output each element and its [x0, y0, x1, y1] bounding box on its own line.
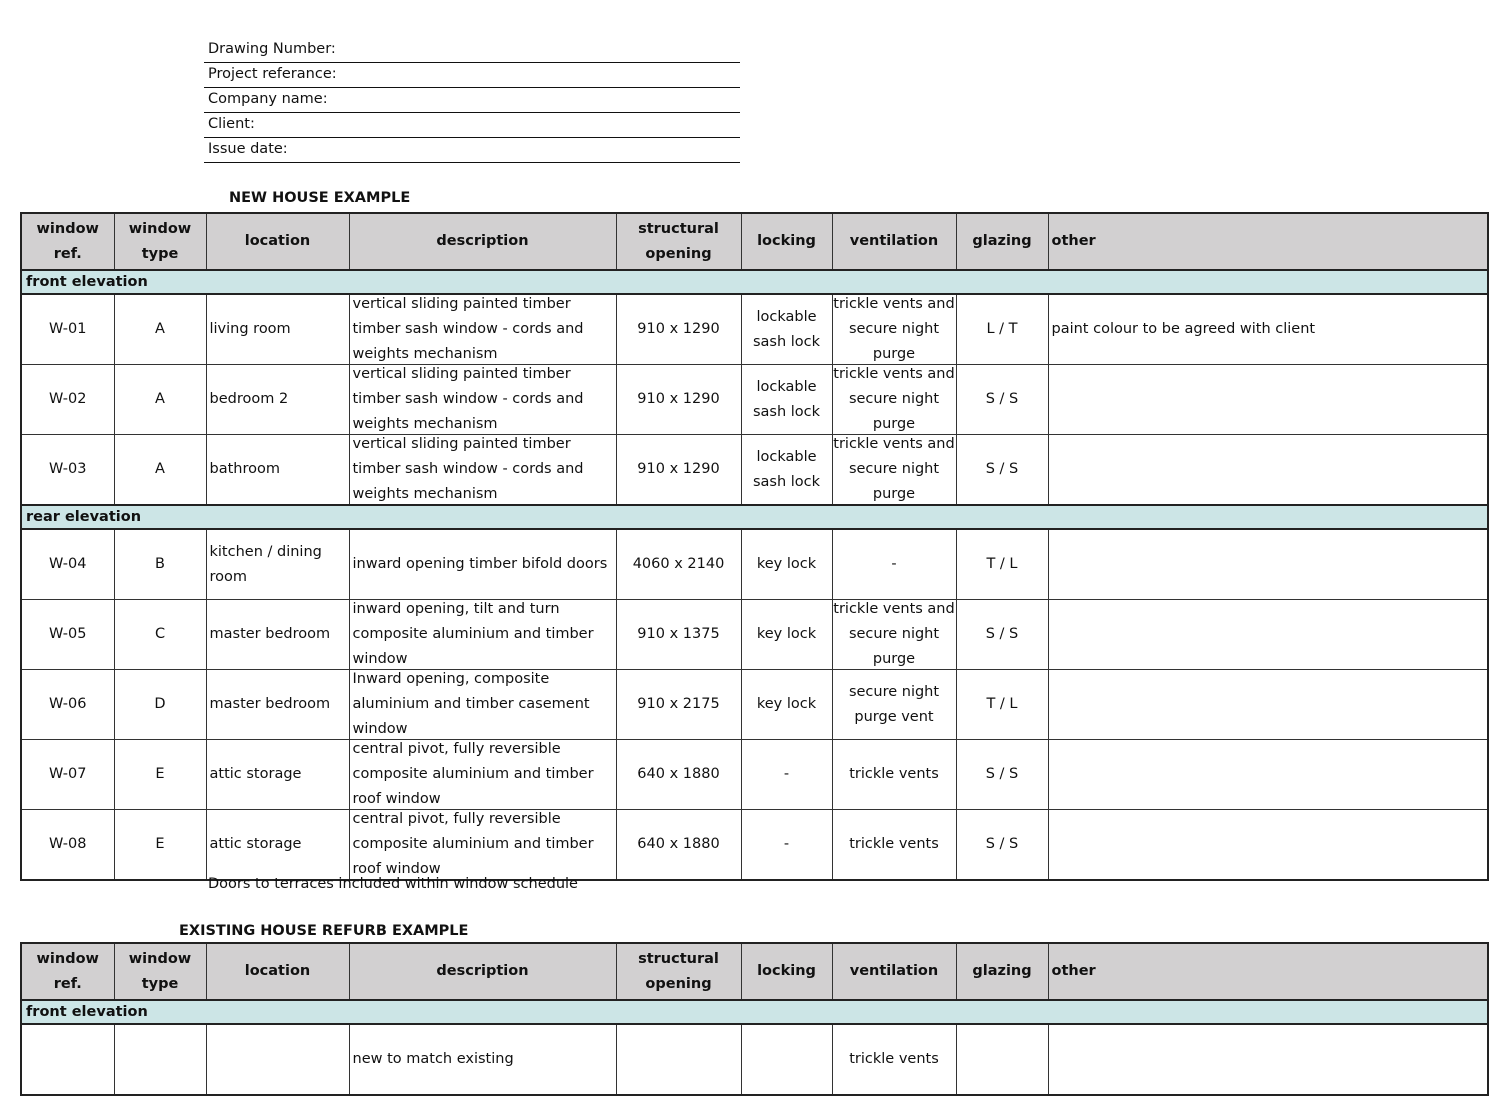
- cell-other[interactable]: [1048, 529, 1488, 600]
- header-text: other: [1051, 963, 1096, 979]
- description-text: vertical sliding painted timber timber sash window - cords and weights mechanism: [352, 366, 584, 432]
- cell-location[interactable]: [206, 810, 349, 881]
- header-text: glazing: [972, 233, 1032, 249]
- description-text: new to match existing: [352, 1051, 514, 1067]
- other-text: [1049, 810, 1488, 879]
- ventilation-text: trickle vents: [849, 766, 939, 782]
- ref-text: [22, 1025, 114, 1094]
- column-header-location: [206, 943, 349, 1000]
- other-text: [1049, 740, 1488, 809]
- description-text: inward opening timber bifold doors: [352, 556, 608, 572]
- section-label: front elevation: [21, 270, 1488, 294]
- cell-description[interactable]: [349, 670, 616, 740]
- cell-type[interactable]: [114, 670, 206, 740]
- ventilation-text: trickle vents and secure night purge: [833, 366, 955, 432]
- header-row: [21, 213, 1488, 270]
- cell-locking[interactable]: [741, 670, 832, 740]
- type-text: A: [155, 391, 165, 407]
- cell-glazing[interactable]: [956, 810, 1048, 881]
- cell-type[interactable]: [114, 810, 206, 881]
- description-text: vertical sliding painted timber timber sash window - cords and weights mechanism: [352, 436, 584, 502]
- locking-text: [742, 1025, 832, 1094]
- ventilation-text: trickle vents and secure night purge: [833, 296, 955, 362]
- table-row: [21, 740, 1488, 810]
- locking-text: -: [783, 766, 790, 782]
- cell-glazing[interactable]: [956, 294, 1048, 365]
- table-row: [21, 670, 1488, 740]
- column-header-location: [206, 213, 349, 270]
- cell-type[interactable]: [114, 600, 206, 670]
- description-text: vertical sliding painted timber timber sash window - cords and weights mechanism: [352, 296, 584, 362]
- type-text: C: [154, 626, 166, 642]
- section-label: rear elevation: [21, 505, 1488, 529]
- header-text: type: [141, 245, 179, 262]
- cell-description[interactable]: [349, 435, 616, 506]
- cell-glazing[interactable]: [956, 529, 1048, 600]
- cell-locking[interactable]: [741, 810, 832, 881]
- cell-ref[interactable]: [21, 1024, 114, 1095]
- glazing-text: L / T: [986, 321, 1018, 337]
- opening-text: 910 x 2175: [637, 696, 720, 712]
- company-name-field[interactable]: Company name:: [204, 88, 740, 113]
- ventilation-text: trickle vents and secure night purge: [833, 436, 955, 502]
- cell-type[interactable]: [114, 740, 206, 810]
- cell-type[interactable]: [114, 365, 206, 435]
- cell-location[interactable]: [206, 294, 349, 365]
- cell-locking[interactable]: [741, 529, 832, 600]
- cell-opening[interactable]: [616, 294, 741, 365]
- locking-text: lockable sash lock: [752, 308, 821, 350]
- locking-text: lockable sash lock: [752, 378, 821, 420]
- type-text: E: [155, 766, 165, 782]
- opening-text: [617, 1025, 741, 1094]
- header-text: type: [141, 975, 179, 992]
- table1-title: NEW HOUSE EXAMPLE: [229, 190, 411, 206]
- ref-text: W-07: [49, 766, 87, 782]
- cell-opening[interactable]: [616, 740, 741, 810]
- description-text: central pivot, fully reversible composite aluminium and timber roof window: [352, 741, 594, 807]
- ref-text: W-03: [49, 461, 87, 477]
- header-text: ventilation: [849, 963, 939, 979]
- type-text: [115, 1025, 206, 1094]
- cell-other[interactable]: [1048, 435, 1488, 506]
- ventilation-text: -: [891, 556, 897, 572]
- header-text: ventilation: [849, 233, 939, 249]
- cell-locking[interactable]: [741, 365, 832, 435]
- header-text: location: [244, 233, 311, 249]
- opening-text: 910 x 1290: [637, 391, 720, 407]
- opening-text: 4060 x 2140: [632, 556, 725, 572]
- header-text: window: [36, 950, 99, 967]
- project-reference-field[interactable]: Project referance:: [204, 63, 740, 88]
- location-text: attic storage: [209, 836, 302, 852]
- other-text: [1049, 600, 1488, 669]
- header-text: description: [436, 233, 529, 249]
- cell-description[interactable]: [349, 1024, 616, 1095]
- issue-date-field[interactable]: Issue date:: [204, 138, 740, 163]
- drawing-number-field[interactable]: Drawing Number:: [204, 38, 740, 63]
- cell-other[interactable]: [1048, 600, 1488, 670]
- opening-text: 910 x 1290: [637, 321, 720, 337]
- type-text: A: [155, 321, 165, 337]
- cell-type[interactable]: [114, 294, 206, 365]
- cell-ventilation[interactable]: [832, 810, 956, 881]
- schedule-note: Doors to terraces included within window schedule: [208, 876, 578, 892]
- cell-description[interactable]: [349, 529, 616, 600]
- table-row: [21, 600, 1488, 670]
- cell-ref[interactable]: [21, 294, 114, 365]
- header-text: structural: [638, 950, 719, 967]
- cell-location[interactable]: [206, 365, 349, 435]
- cell-ventilation[interactable]: [832, 435, 956, 506]
- table-row: [21, 1024, 1488, 1095]
- header-text: window: [128, 950, 192, 967]
- cell-ventilation[interactable]: [832, 365, 956, 435]
- header-text: locking: [757, 963, 816, 979]
- locking-text: key lock: [756, 556, 817, 572]
- cell-description[interactable]: [349, 810, 616, 881]
- cell-opening[interactable]: [616, 1024, 741, 1095]
- locking-text: key lock: [756, 626, 817, 642]
- header-text: ref.: [53, 975, 82, 992]
- cell-opening[interactable]: [616, 529, 741, 600]
- cell-ref[interactable]: [21, 365, 114, 435]
- column-header-ventilation: [832, 213, 956, 270]
- client-field[interactable]: Client:: [204, 113, 740, 138]
- header-text: other: [1051, 233, 1096, 249]
- other-text: paint colour to be agreed with client: [1051, 321, 1316, 337]
- other-text: [1049, 530, 1488, 599]
- cell-description[interactable]: [349, 600, 616, 670]
- cell-location[interactable]: [206, 435, 349, 506]
- table-row: [21, 810, 1488, 881]
- cell-ventilation[interactable]: [832, 294, 956, 365]
- header-text: window: [128, 220, 192, 237]
- ventilation-text: secure night purge vent: [848, 683, 940, 725]
- ventilation-text: trickle vents: [849, 1051, 939, 1067]
- table-row: [21, 294, 1488, 365]
- table-row: [21, 365, 1488, 435]
- cell-location[interactable]: [206, 600, 349, 670]
- location-text: attic storage: [209, 766, 302, 782]
- ref-text: W-01: [49, 321, 87, 337]
- type-text: E: [155, 836, 165, 852]
- header-text: window: [36, 220, 99, 237]
- cell-location[interactable]: [206, 670, 349, 740]
- cell-other[interactable]: [1048, 294, 1488, 365]
- glazing-text: S / S: [985, 836, 1019, 852]
- cell-other[interactable]: [1048, 810, 1488, 881]
- cell-opening[interactable]: [616, 810, 741, 881]
- column-header-glazing: [956, 943, 1048, 1000]
- location-text: master bedroom: [209, 626, 331, 642]
- ref-text: W-02: [49, 391, 87, 407]
- glazing-text: S / S: [985, 391, 1019, 407]
- type-text: D: [154, 696, 166, 712]
- cell-ventilation[interactable]: [832, 529, 956, 600]
- glazing-text: T / L: [986, 556, 1018, 572]
- glazing-text: S / S: [985, 461, 1019, 477]
- column-header-ref: [21, 943, 114, 1000]
- header-row: [21, 943, 1488, 1000]
- cell-description[interactable]: [349, 365, 616, 435]
- locking-text: lockable sash lock: [752, 448, 821, 490]
- ref-text: W-05: [49, 626, 87, 642]
- column-header-locking: [741, 943, 832, 1000]
- column-header-ventilation: [832, 943, 956, 1000]
- cell-description[interactable]: [349, 294, 616, 365]
- locking-text: key lock: [756, 696, 817, 712]
- glazing-text: S / S: [985, 626, 1019, 642]
- type-text: B: [155, 556, 165, 572]
- type-text: A: [155, 461, 165, 477]
- location-text: bedroom 2: [209, 391, 289, 407]
- description-text: central pivot, fully reversible composite aluminium and timber roof window: [352, 811, 594, 877]
- header-text: opening: [645, 975, 712, 992]
- cell-ventilation[interactable]: [832, 670, 956, 740]
- cell-description[interactable]: [349, 740, 616, 810]
- cell-other[interactable]: [1048, 670, 1488, 740]
- description-text: inward opening, tilt and turn composite aluminium and timber window: [352, 601, 594, 667]
- ref-text: W-08: [49, 836, 87, 852]
- ref-text: W-04: [49, 556, 87, 572]
- glazing-text: S / S: [985, 766, 1019, 782]
- cell-location[interactable]: [206, 529, 349, 600]
- glazing-text: T / L: [986, 696, 1018, 712]
- opening-text: 640 x 1880: [637, 836, 720, 852]
- cell-opening[interactable]: [616, 435, 741, 506]
- cell-ref[interactable]: [21, 529, 114, 600]
- cell-opening[interactable]: [616, 365, 741, 435]
- cell-glazing[interactable]: [956, 435, 1048, 506]
- cell-location[interactable]: [206, 1024, 349, 1095]
- other-text: [1049, 1025, 1488, 1094]
- cell-type[interactable]: [114, 435, 206, 506]
- column-header-other: [1048, 213, 1488, 270]
- cell-opening[interactable]: [616, 600, 741, 670]
- cell-ref[interactable]: [21, 740, 114, 810]
- header-text: description: [436, 963, 529, 979]
- table-row: [21, 435, 1488, 506]
- cell-glazing[interactable]: [956, 670, 1048, 740]
- other-text: [1049, 365, 1488, 434]
- cell-ref[interactable]: [21, 435, 114, 506]
- location-text: master bedroom: [209, 696, 331, 712]
- cell-glazing[interactable]: [956, 1024, 1048, 1095]
- column-header-ref: [21, 213, 114, 270]
- cell-location[interactable]: [206, 740, 349, 810]
- column-header-type: [114, 943, 206, 1000]
- cell-ref[interactable]: [21, 670, 114, 740]
- section-row: [21, 505, 1488, 529]
- existing-house-window-schedule: [20, 942, 1489, 1096]
- cell-ventilation[interactable]: [832, 600, 956, 670]
- description-text: Inward opening, composite aluminium and timber casement window: [352, 671, 590, 737]
- cell-locking[interactable]: [741, 1024, 832, 1095]
- column-header-opening: [616, 943, 741, 1000]
- header-text: opening: [645, 245, 712, 262]
- cell-opening[interactable]: [616, 670, 741, 740]
- cell-type[interactable]: [114, 529, 206, 600]
- column-header-locking: [741, 213, 832, 270]
- cell-other[interactable]: [1048, 1024, 1488, 1095]
- cell-locking[interactable]: [741, 600, 832, 670]
- column-header-description: [349, 213, 616, 270]
- ventilation-text: trickle vents and secure night purge: [833, 601, 955, 667]
- ref-text: W-06: [49, 696, 87, 712]
- cell-other[interactable]: [1048, 365, 1488, 435]
- other-text: [1049, 670, 1488, 739]
- location-text: living room: [209, 321, 291, 337]
- column-header-other: [1048, 943, 1488, 1000]
- opening-text: 910 x 1290: [637, 461, 720, 477]
- cell-locking[interactable]: [741, 740, 832, 810]
- glazing-text: [957, 1025, 1048, 1094]
- header-text: locking: [757, 233, 816, 249]
- cell-locking[interactable]: [741, 294, 832, 365]
- cell-ventilation[interactable]: [832, 1024, 956, 1095]
- location-text: kitchen / dining room: [209, 543, 322, 585]
- header-text: location: [244, 963, 311, 979]
- cell-ref[interactable]: [21, 600, 114, 670]
- new-house-window-schedule: [20, 212, 1489, 881]
- header-text: glazing: [972, 963, 1032, 979]
- column-header-glazing: [956, 213, 1048, 270]
- cell-ref[interactable]: [21, 810, 114, 881]
- section-row: [21, 1000, 1488, 1024]
- drawing-info-block: [204, 38, 740, 163]
- column-header-type: [114, 213, 206, 270]
- locking-text: -: [783, 836, 790, 852]
- column-header-opening: [616, 213, 741, 270]
- section-row: [21, 270, 1488, 294]
- cell-type[interactable]: [114, 1024, 206, 1095]
- location-text: [207, 1025, 349, 1094]
- cell-glazing[interactable]: [956, 600, 1048, 670]
- cell-ventilation[interactable]: [832, 740, 956, 810]
- cell-glazing[interactable]: [956, 365, 1048, 435]
- column-header-description: [349, 943, 616, 1000]
- ventilation-text: trickle vents: [849, 836, 939, 852]
- cell-other[interactable]: [1048, 740, 1488, 810]
- header-text: ref.: [53, 245, 82, 262]
- location-text: bathroom: [209, 461, 280, 477]
- cell-locking[interactable]: [741, 435, 832, 506]
- cell-glazing[interactable]: [956, 740, 1048, 810]
- opening-text: 910 x 1375: [637, 626, 720, 642]
- table-row: [21, 529, 1488, 600]
- header-text: structural: [638, 220, 719, 237]
- table2-title: EXISTING HOUSE REFURB EXAMPLE: [179, 923, 469, 939]
- opening-text: 640 x 1880: [637, 766, 720, 782]
- other-text: [1049, 435, 1488, 504]
- section-label: front elevation: [21, 1000, 1488, 1024]
